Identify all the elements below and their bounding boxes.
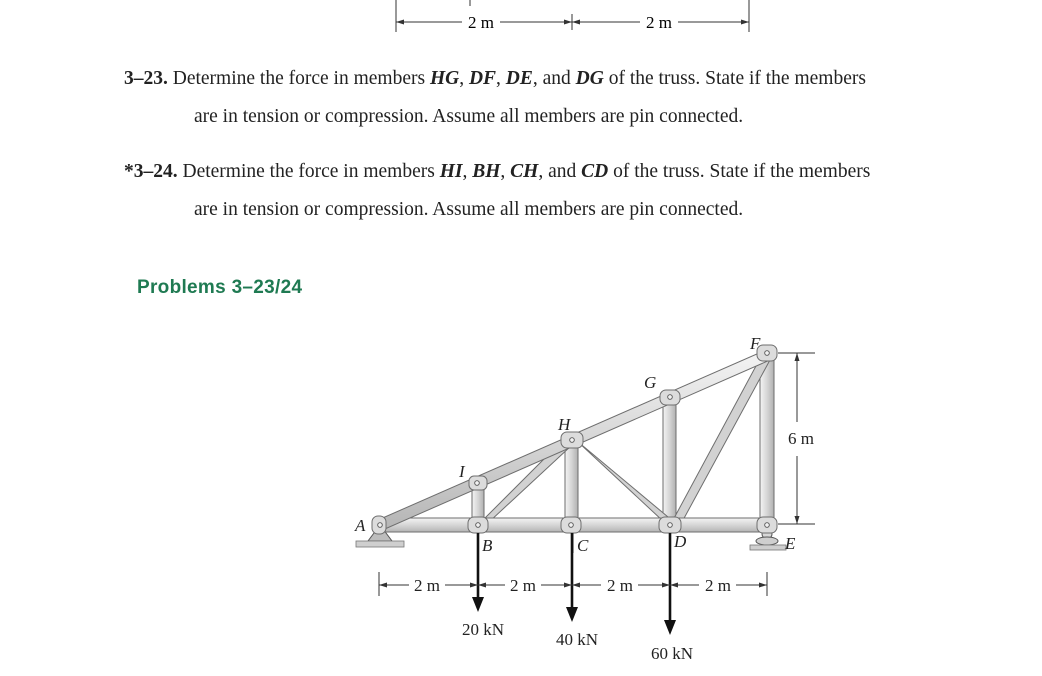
joint-label-E: E — [785, 534, 796, 553]
joint-label-F: F — [750, 334, 761, 353]
member-label: DG — [575, 68, 604, 89]
joint-label-I: I — [459, 462, 465, 481]
figure-caption: Problems 3–23/24 — [137, 277, 303, 298]
problem-number: *3–24. — [124, 161, 178, 182]
pin-A — [378, 523, 383, 528]
load-label-B: 20 kN — [461, 620, 505, 639]
joint-label-H: H — [558, 415, 571, 434]
span-dim-3: 2 m — [607, 576, 633, 595]
joint-label-D: D — [674, 532, 687, 551]
member-DG — [663, 398, 676, 526]
pin-D — [668, 523, 673, 528]
pin-I — [475, 481, 480, 486]
pin-F — [765, 351, 770, 356]
span-dim-1: 2 m — [414, 576, 440, 595]
span-dim-4: 2 m — [705, 576, 731, 595]
member-DH — [577, 441, 674, 522]
problem-text-b: of the truss. State if the members — [613, 161, 871, 182]
problem-3-24: *3–24. Determine the force in members HI, BH, CH, and CD of the truss. State if the members are in tension or compression. Assume all members are pin connected. — [124, 153, 870, 229]
problem-number: 3–23. — [124, 68, 168, 89]
pin-H — [570, 438, 575, 443]
problem-3-23: 3–23. Determine the force in members HG, DF, DE, and DG of the truss. State if the members are in tension or compression. Assume all members are pin connected. — [124, 60, 866, 136]
member-label: DF — [468, 68, 497, 89]
pin-C — [569, 523, 574, 528]
problem-text-line2: are in tension or compression. Assume all members are pin connected. — [194, 106, 744, 127]
member-label: DE — [505, 68, 533, 89]
member-label: HI — [439, 161, 463, 182]
span-dim-2: 2 m — [510, 576, 536, 595]
member-label: CH — [510, 161, 539, 182]
height-dim: 6 m — [788, 429, 814, 448]
load-label-C: 40 kN — [555, 630, 599, 649]
pin-B — [476, 523, 481, 528]
member-label: BH — [472, 161, 501, 182]
joint-label-C: C — [577, 536, 589, 555]
prev-dim-right: 2 m — [646, 13, 672, 32]
member-label: CD — [581, 161, 609, 182]
joint-label-B: B — [482, 536, 493, 555]
member-label: HG — [429, 68, 460, 89]
joint-label-A: A — [355, 516, 366, 535]
joint-label-G: G — [644, 373, 657, 392]
member-CH — [565, 442, 578, 526]
pin-E — [765, 523, 770, 528]
problem-text-a: Determine the force in members — [182, 161, 435, 182]
problem-text-b: of the truss. State if the members — [608, 68, 866, 89]
load-label-D: 60 kN — [650, 644, 694, 663]
problem-text-line2: are in tension or compression. Assume all members are pin connected. — [194, 199, 744, 220]
pin-G — [668, 395, 673, 400]
member-EF — [760, 352, 774, 526]
problem-text-a: Determine the force in members — [172, 68, 426, 89]
prev-dim-left: 2 m — [468, 13, 494, 32]
